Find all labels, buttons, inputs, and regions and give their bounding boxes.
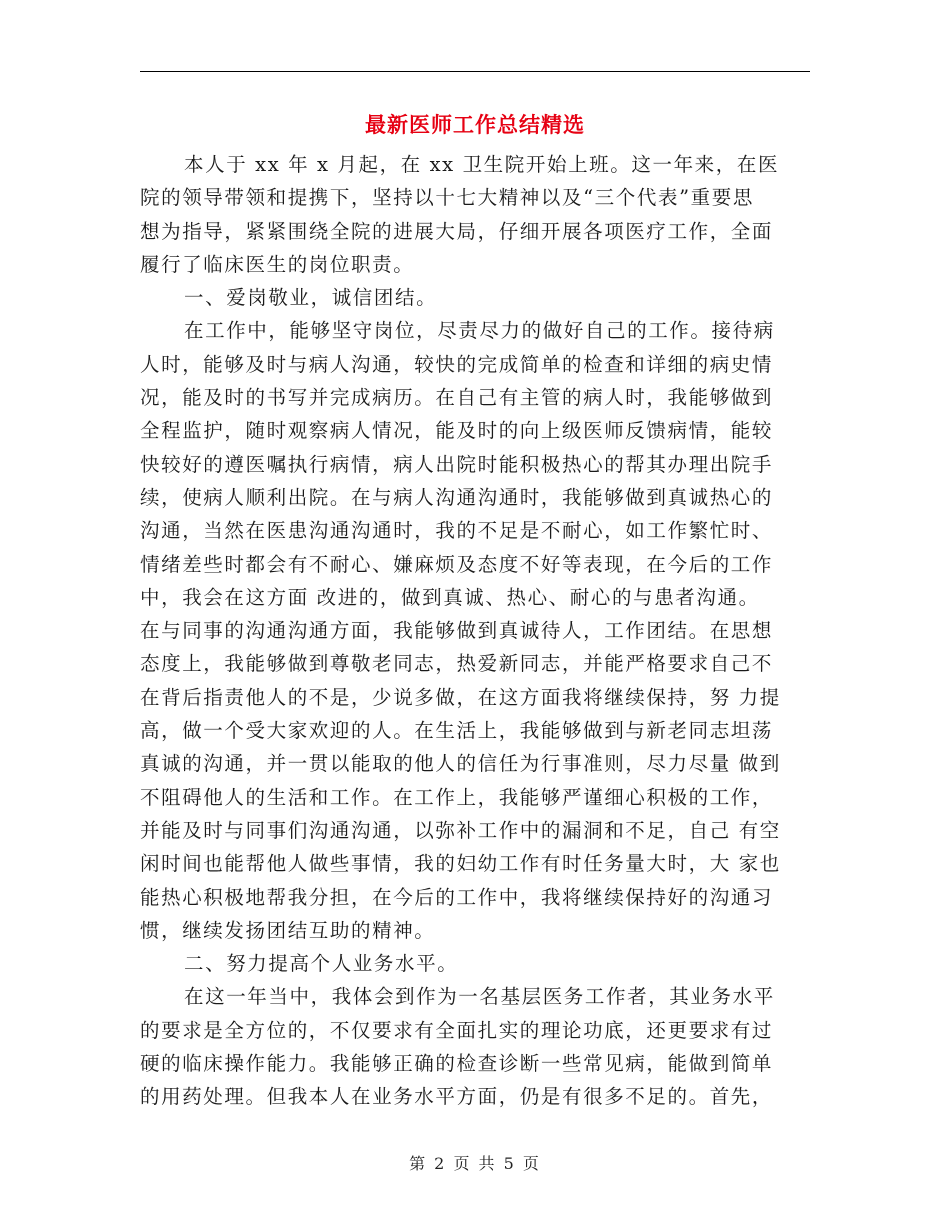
paragraph-line: 真诚的沟通，并一贯以能取的他人的信任为行事准则，尽力尽量 做到 [140, 752, 781, 776]
paragraph-line: 履行了临床医生的岗位职责。 [140, 252, 415, 276]
paragraph-line: 想为指导，紧紧围绕全院的进展大局，仔细开展各项医疗工作，全面 [140, 219, 774, 243]
paragraph-line: 沟通，当然在医患沟通沟通时，我的不足是不耐心，如工作繁忙时、 [140, 519, 774, 543]
paragraph-line: 院的领导带领和提携下，坚持以十七大精神以及“三个代表”重要思 [140, 186, 754, 210]
section-heading: 一、爱岗敬业，诚信团结。 [184, 286, 438, 310]
paragraph-line: 人时，能够及时与病人沟通，较快的完成简单的检查和详细的病史情 [140, 352, 774, 376]
paragraph-line: 惯，继续发扬团结互助的精神。 [140, 918, 436, 942]
paragraph-line: 中，我会在这方面 改进的，做到真诚、热心、耐心的与患者沟通。 [140, 585, 760, 609]
paragraph-line: 在与同事的沟通沟通方面，我能够做到真诚待人，工作团结。在思想 [140, 619, 774, 643]
page-number: 第 2 页 共 5 页 [409, 1154, 541, 1173]
paragraph-line: 续，使病人顺利出院。在与病人沟通沟通时，我能够做到真诚热心的 [140, 485, 774, 509]
paragraph-line: 全程监护，随时观察病人情况，能及时的向上级医师反馈病情，能较 [140, 419, 774, 443]
document-body [140, 148, 810, 1114]
paragraph-line: 闲时间也能帮他人做些事情，我的妇幼工作有时任务量大时，大 家也 [140, 852, 781, 876]
paragraph-line: 的用药处理。但我本人在业务水平方面，仍是有很多不足的。首先， [140, 1085, 774, 1109]
header-rule [140, 71, 810, 72]
paragraph-line: 并能及时与同事们沟通沟通，以弥补工作中的漏洞和不足，自己 有空 [140, 818, 781, 842]
paragraph-line: 在背后指责他人的不是，少说多做，在这方面我将继续保持，努 力提 [140, 685, 781, 709]
paragraph-line: 能热心积极地帮我分担，在今后的工作中，我将继续保持好的沟通习 [140, 885, 774, 909]
paragraph-line: 快较好的遵医嘱执行病情，病人出院时能积极热心的帮其办理出院手 [140, 452, 774, 476]
paragraph-line: 在这一年当中，我体会到作为一名基层医务工作者，其业务水平 [184, 985, 775, 1009]
paragraph-line: 的要求是全方位的，不仅要求有全面扎实的理论功底，还更要求有过 [140, 1018, 774, 1042]
paragraph-line: 况，能及时的书写并完成病历。在自己有主管的病人时，我能够做到 [140, 386, 774, 410]
paragraph-line: 在工作中，能够坚守岗位，尽责尽力的做好自己的工作。接待病 [184, 319, 775, 343]
paragraph-line: 本人于 xx 年 x 月起，在 xx 卫生院开始上班。这一年来，在医 [184, 153, 780, 176]
document-title: 最新医师工作总结精选 [365, 113, 585, 137]
section-heading: 二、努力提高个人业务水平。 [184, 952, 459, 976]
paragraph-line: 高，做一个受大家欢迎的人。在生活上，我能够做到与新老同志坦荡 [140, 719, 774, 743]
paragraph-line: 态度上，我能够做到尊敬老同志，热爱新同志，并能严格要求自己不 [140, 652, 774, 676]
paragraph-line: 硬的临床操作能力。我能够正确的检查诊断一些常见病，能做到简单 [140, 1052, 774, 1076]
paragraph-line: 不阻碍他人的生活和工作。在工作上，我能够严谨细心积极的工作， [140, 785, 774, 809]
paragraph-line: 情绪差些时都会有不耐心、嫌麻烦及态度不好等表现，在今后的工作 [140, 552, 774, 576]
